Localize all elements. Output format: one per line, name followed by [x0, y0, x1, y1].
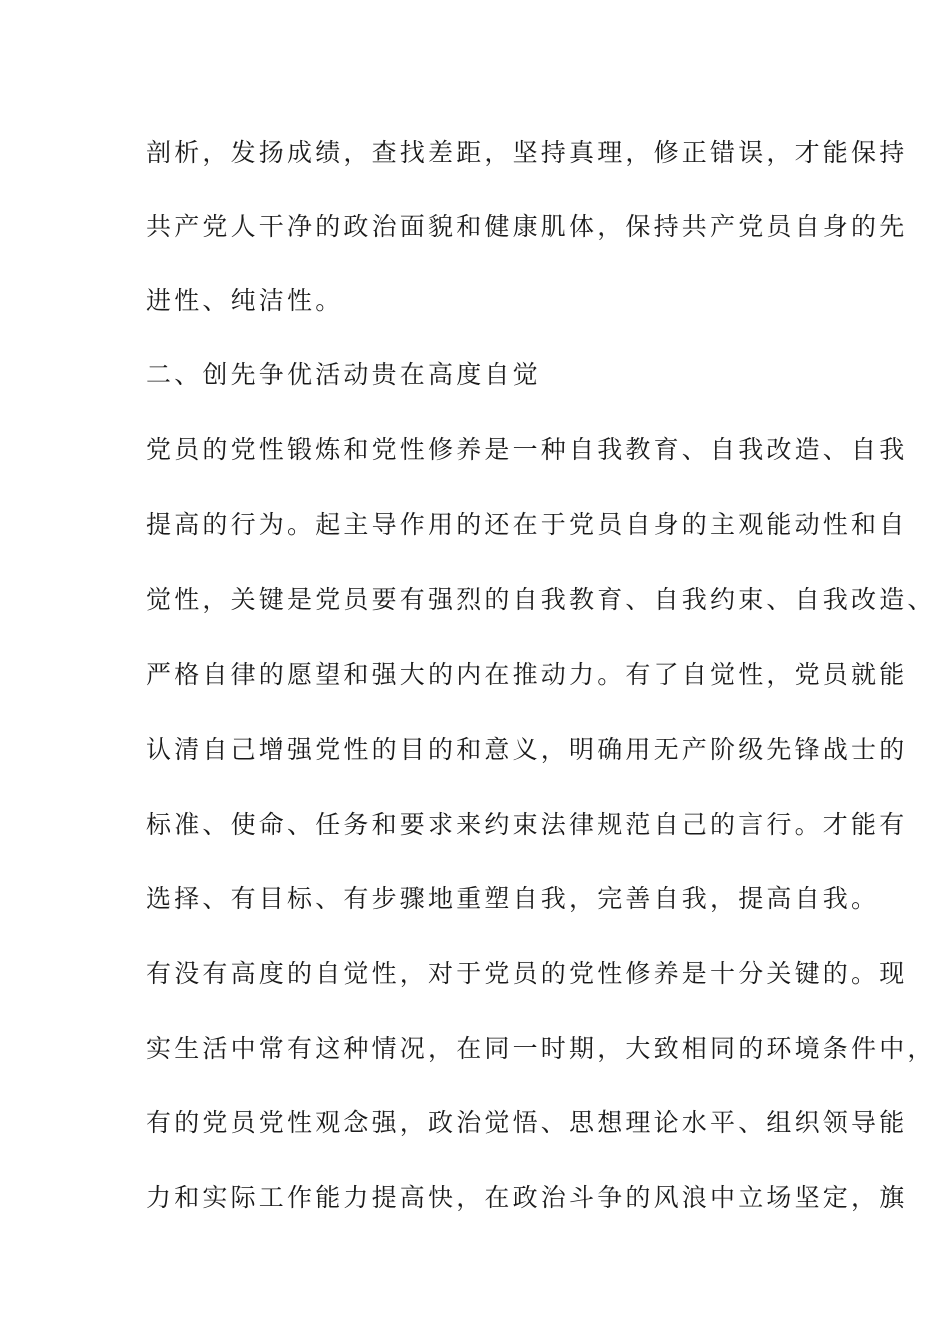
text-line: 选择、有目标、有步骤地重塑自我，完善自我，提高自我。 [146, 884, 880, 913]
text-line: 党员的党性锻炼和党性修养是一种自我教育、自我改造、自我 [146, 435, 908, 464]
text-line: 标准、使命、任务和要求来约束法律规范自己的言行。才能有 [146, 810, 908, 839]
text-line: 共产党人干净的政治面貌和健康肌体，保持共产党员自身的先 [146, 212, 908, 241]
text-line: 提高的行为。起主导作用的还在于党员自身的主观能动性和自 [146, 510, 908, 539]
text-line: 进性、纯洁性。 [146, 286, 344, 315]
text-line: 严格自律的愿望和强大的内在推动力。有了自觉性，党员就能 [146, 660, 908, 689]
section-heading: 二、创先争优活动贵在高度自觉 [146, 360, 541, 389]
text-line: 剖析，发扬成绩，查找差距，坚持真理，修正错误，才能保持 [146, 138, 908, 167]
text-line: 有没有高度的自觉性，对于党员的党性修养是十分关键的。现 [146, 959, 908, 988]
text-line: 认清自己增强党性的目的和意义，明确用无产阶级先锋战士的 [146, 735, 908, 764]
text-line: 力和实际工作能力提高快，在政治斗争的风浪中立场坚定，旗 [146, 1183, 908, 1212]
text-line: 觉性，关键是党员要有强烈的自我教育、自我约束、自我改造、 [146, 585, 936, 614]
text-line: 有的党员党性观念强，政治觉悟、思想理论水平、组织领导能 [146, 1108, 908, 1137]
text-line: 实生活中常有这种情况，在同一时期，大致相同的环境条件中， [146, 1034, 936, 1063]
